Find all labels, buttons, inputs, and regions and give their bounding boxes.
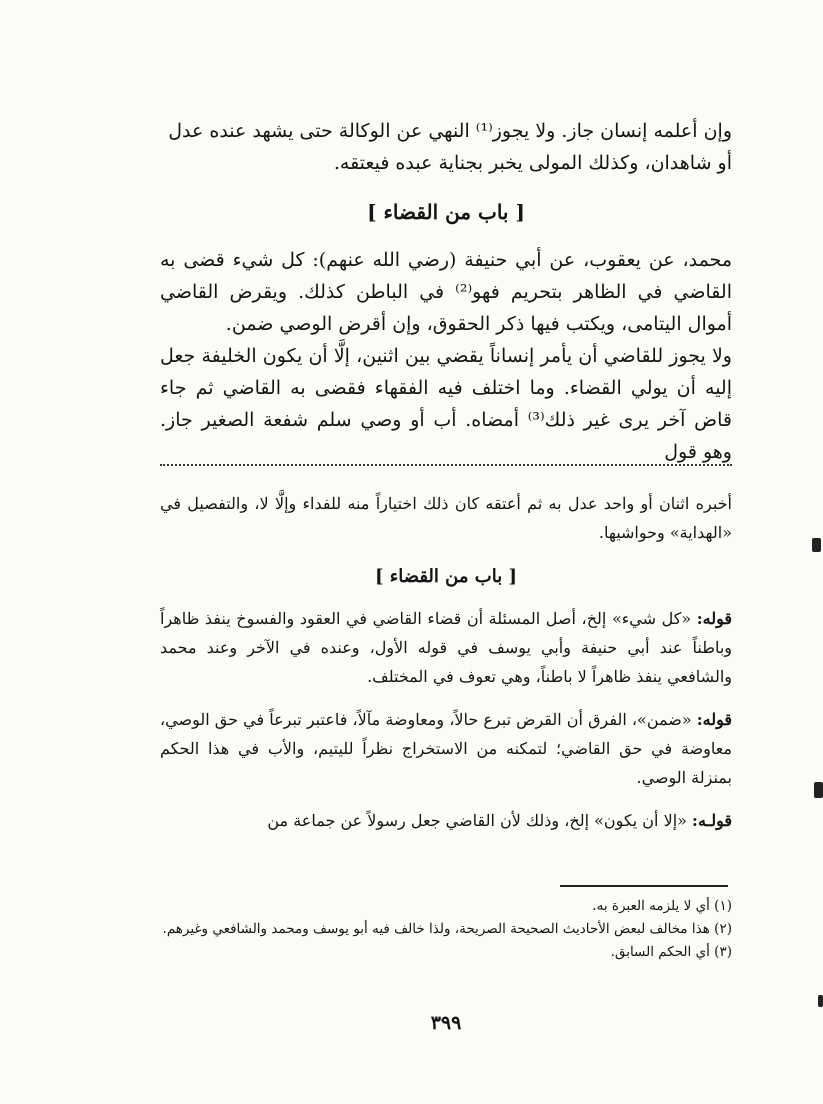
main-text — [160, 244, 732, 468]
commentary-label: قولـه: — [692, 811, 732, 830]
page-number: ٣٩٩ — [430, 1012, 462, 1034]
commentary-continuation — [160, 489, 732, 547]
main-paragraph: محمد، عن يعقوب، عن أبي حنيفة (رضي الله عنهم): كل شيء قضى به القاضي في الظاهر بتحريم فهو⁽²⁾ في الباطن كذلك. ويقرض القاضي أموال اليتامى، ويكتب فيها ذكر الحقوق، وإن أقرض الوصي ضمن. — [160, 249, 732, 335]
intro-line-1: وإن أعلمه إنسان جاز. ولا يجوز⁽¹⁾ النهي عن الوكالة حتى يشهد عنده عدل — [168, 120, 732, 142]
intro-text — [160, 115, 732, 179]
footnote-rule — [560, 885, 728, 887]
footnote: (٢) هذا مخالف لبعض الأحاديث الصحيحة الصريحة، ولذا خالف فيه أبو يوسف ومحمد والشافعي وغيرهم. — [162, 921, 732, 937]
footnotes — [160, 895, 732, 964]
commentary-label: قوله: — [696, 609, 732, 628]
scan-edge-mark — [812, 538, 821, 552]
commentary-paragraph — [160, 705, 732, 792]
commentary-text: «كل شيء» إلخ، أصل المسئلة أن قضاء القاضي في العقود والفسوخ ينفذ ظاهراً وباطناً عند أبي حنيفة وأبي يوسف في قوله الأول، وعنده في الآخر وعند محمد والشافعي ينفذ ظاهراً لا باطناً، وهي تعوف في المختلف. — [160, 609, 732, 686]
main-paragraph: ولا يجوز للقاضي أن يأمر إنساناً يقضي بين اثنين، إلَّا أن يكون الخليفة جعل إليه أن يولي القضاء. وما اختلف فيه الفقهاء فقضى به القاضي ثم جاء قاض آخر يرى غير ذلك⁽³⁾ أمضاه. أب أو وصي سلم شفعة الصغير جاز. وهو قول — [160, 345, 732, 463]
commentary-label: قوله: — [696, 710, 732, 729]
dotted-separator — [160, 464, 732, 466]
commentary-paragraph — [160, 806, 732, 835]
intro-line-2: أو شاهدان، وكذلك المولى يخبر بجناية عبده فيعتقه. — [333, 152, 732, 174]
scan-edge-mark — [814, 782, 823, 798]
footnote: (١) أي لا يلزمه العبرة به. — [592, 898, 732, 914]
commentary-text: «ضمن»، الفرق أن القرض تبرع حالاً، ومعاوضة مآلاً، فاعتبر تبرعاً في حق الوصي، معاوضة في حق القاضي؛ لتمكنه من الاستخراج نظراً لليتيم، والأب في هذا الحكم بمنزلة الوصي. — [160, 710, 732, 787]
commentary-continuation-text: أخبره اثنان أو واحد عدل به ثم أعتقه كان ذلك اختياراً منه للفداء وإلَّا لا، والتفصيل في «الهداية» وحواشيها. — [160, 494, 732, 542]
commentary-heading: [ باب من القضاء ] — [374, 566, 518, 587]
scan-edge-mark — [818, 995, 823, 1007]
footnote: (٣) أي الحكم السابق. — [610, 944, 732, 960]
book-page — [160, 0, 732, 1104]
commentary-text: «إلا أن يكون» إلخ، وذلك لأن القاضي جعل رسولاً عن جماعة من — [267, 811, 693, 830]
commentary-paragraph — [160, 604, 732, 691]
section-heading: [ باب من القضاء ] — [367, 200, 525, 224]
commentary — [160, 604, 732, 849]
